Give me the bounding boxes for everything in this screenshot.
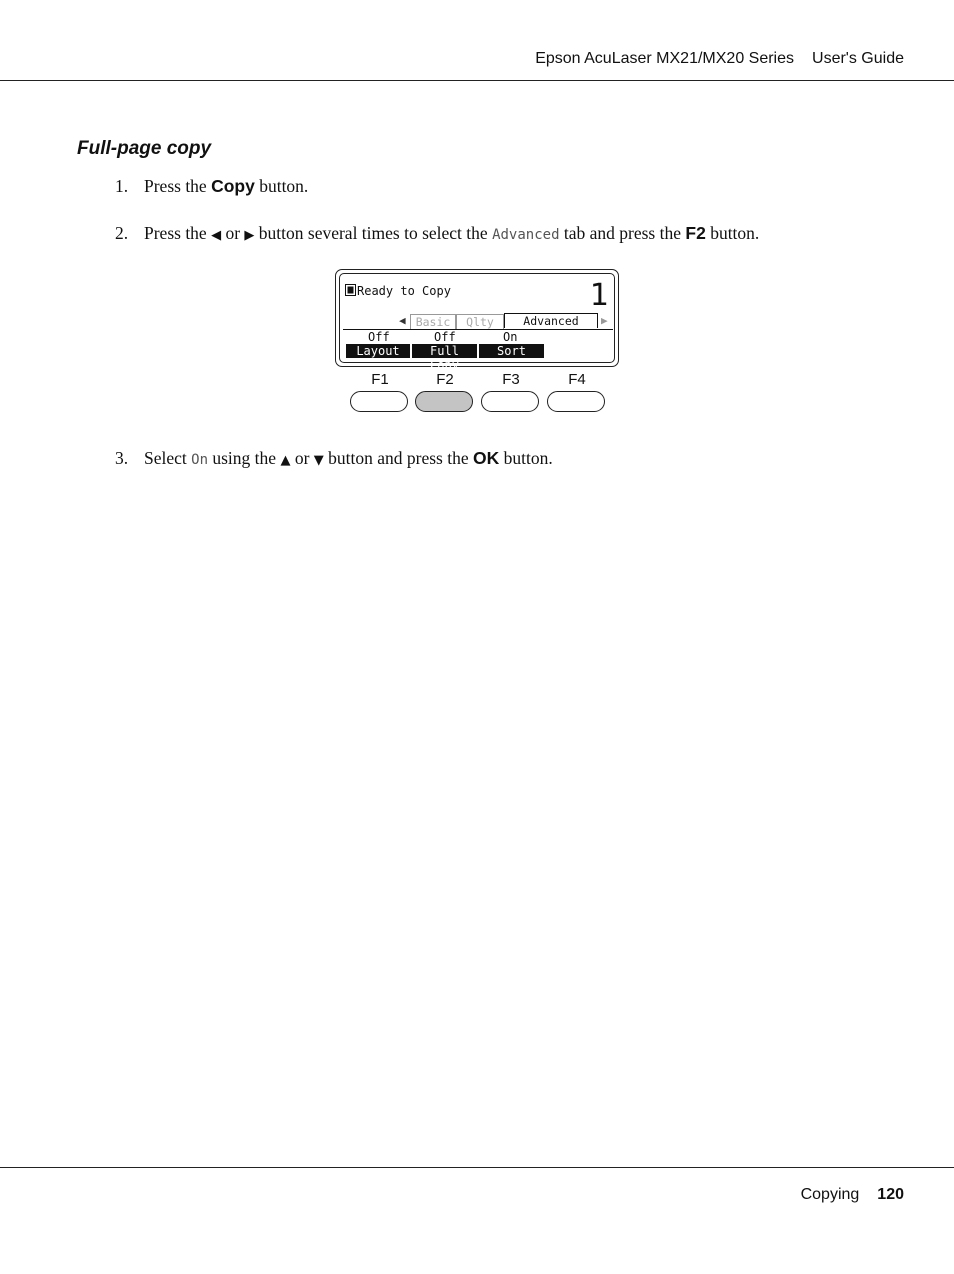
f1-button[interactable] [350, 391, 408, 412]
fkey-label-full-copy: Full Copy [412, 344, 477, 358]
fkey-label-layout: Layout [346, 344, 410, 358]
tab-advanced[interactable]: Advanced [504, 313, 598, 328]
lcd-status-text: Ready to Copy [357, 284, 451, 298]
full-copy-value: Off [434, 330, 456, 344]
layout-value: Off [368, 330, 390, 344]
f3-button[interactable] [481, 391, 539, 412]
step-2 [115, 223, 759, 244]
step-3 [115, 448, 553, 469]
document-icon [345, 284, 356, 296]
step-number: 2. [115, 223, 129, 243]
page-number: 120 [877, 1186, 904, 1203]
step-text: or [221, 223, 245, 243]
step-text: button. [254, 176, 309, 196]
lcd-screen [343, 278, 613, 372]
left-arrow-icon: ◀ [211, 228, 222, 243]
header-product: Epson AcuLaser MX21/MX20 Series [535, 50, 795, 67]
up-arrow-icon: ▲ [280, 453, 291, 468]
f4-button[interactable] [547, 391, 605, 412]
lcd-status [345, 284, 451, 298]
step-text: button and press the [323, 448, 473, 468]
section-title: Full-page copy [77, 138, 212, 159]
on-value-ref: On [191, 452, 208, 468]
step-text: button. [705, 223, 760, 243]
lcd-tab-bar [343, 313, 613, 330]
f3-label: F3 [502, 371, 520, 388]
step-text: Press the [144, 176, 212, 196]
step-text: using the [208, 448, 281, 468]
page-header [535, 50, 904, 68]
footer-rule [0, 1167, 954, 1168]
step-text: Select [144, 448, 192, 468]
step-text: or [290, 448, 314, 468]
step-text: button. [499, 448, 553, 468]
ok-button-ref: OK [472, 448, 500, 468]
f2-button-ref: F2 [685, 223, 706, 243]
copy-button-ref: Copy [211, 176, 255, 196]
advanced-tab-ref: Advanced [492, 227, 560, 243]
step-number: 1. [115, 176, 129, 196]
f1-label: F1 [371, 371, 389, 388]
step-text: Press the [144, 223, 212, 243]
down-arrow-icon: ▼ [313, 453, 324, 468]
step-1 [115, 176, 308, 197]
tab-left-arrow-icon: ◀ [399, 314, 406, 327]
page-footer [801, 1186, 904, 1204]
fkey-label-sort: Sort [479, 344, 544, 358]
f4-label: F4 [568, 371, 586, 388]
header-guide: User's Guide [812, 50, 904, 67]
tab-right-arrow-icon: ▶ [601, 314, 608, 327]
sort-value: On [503, 330, 518, 344]
step-text: tab and press the [559, 223, 686, 243]
footer-chapter: Copying [800, 1186, 860, 1203]
lcd-values [343, 330, 613, 344]
f2-button[interactable] [415, 391, 473, 412]
tab-qlty[interactable]: Qlty [456, 314, 504, 329]
lcd-copy-count: 1 [589, 278, 609, 313]
right-arrow-icon: ▶ [244, 228, 255, 243]
tab-basic[interactable]: Basic [410, 314, 456, 329]
f2-label: F2 [436, 371, 454, 388]
step-number: 3. [115, 448, 129, 468]
header-rule [0, 80, 954, 81]
lcd-fkey-labels [343, 344, 613, 372]
step-text: button several times to select the [254, 223, 493, 243]
